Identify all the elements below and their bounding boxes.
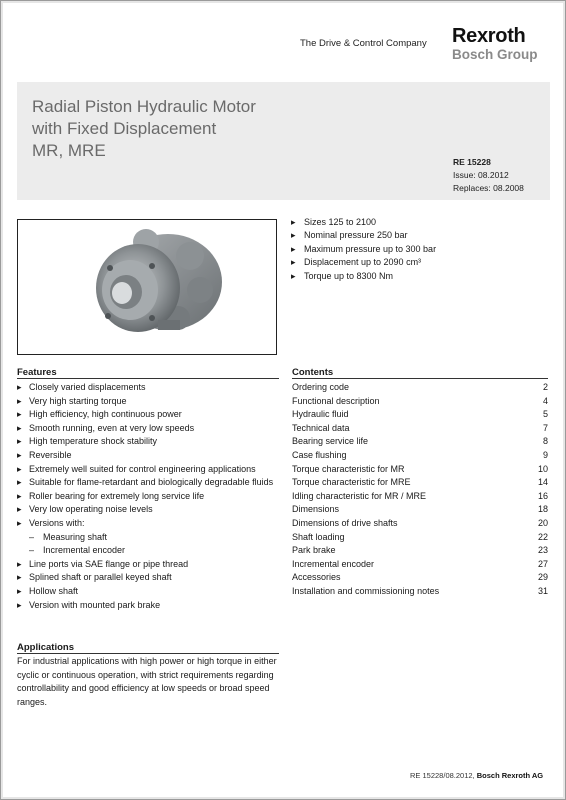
- toc-label: Dimensions: [292, 504, 340, 515]
- toc-page: 22: [537, 531, 548, 542]
- document-title: [32, 96, 256, 162]
- toc-row[interactable]: [292, 476, 548, 490]
- features-list: [17, 381, 279, 612]
- title-line: with Fixed Displacement: [32, 119, 217, 138]
- toc-row[interactable]: [292, 381, 548, 395]
- applications-rule: [17, 653, 279, 654]
- toc-row[interactable]: [292, 531, 548, 545]
- toc-label: Idling characteristic for MR / MRE: [292, 490, 427, 501]
- feature-item: ▸ Version with mounted park brake: [17, 599, 279, 613]
- company-tagline: The Drive & Control Company: [300, 38, 427, 49]
- toc-page: 18: [537, 504, 548, 515]
- toc-row[interactable]: [292, 408, 548, 422]
- toc-page: 4: [542, 395, 548, 406]
- toc-page: 16: [537, 490, 548, 501]
- feature-item: ▸ Roller bearing for extremely long service life: [17, 490, 279, 504]
- toc-row[interactable]: [292, 435, 548, 449]
- title-line: MR, MRE: [32, 141, 106, 160]
- toc-page: 5: [542, 409, 548, 420]
- toc-label: Functional description: [292, 395, 380, 406]
- spec-item: ▸ Nominal pressure 250 bar: [291, 229, 436, 242]
- toc-page: 2: [542, 382, 548, 392]
- logo-group: Bosch Group: [452, 47, 538, 62]
- toc-label: Torque characteristic for MR: [292, 463, 405, 474]
- spec-item: ▸ Torque up to 8300 Nm: [291, 270, 436, 283]
- toc-row[interactable]: [292, 463, 548, 477]
- toc-row[interactable]: [292, 585, 548, 599]
- footer-company: Bosch Rexroth AG: [476, 771, 544, 780]
- toc-page: 27: [537, 558, 548, 569]
- table-of-contents: [292, 381, 548, 599]
- feature-subitem: – Incremental encoder: [29, 545, 126, 556]
- feature-subitem-text: Measuring shaft: [43, 531, 108, 542]
- feature-item: ▸ Line ports via SAE flange or pipe thread: [17, 558, 279, 572]
- rexroth-logo: [452, 26, 538, 62]
- feature-item: ▸ Splined shaft or parallel keyed shaft: [17, 571, 279, 585]
- page-footer: [410, 771, 543, 780]
- toc-label: Technical data: [292, 422, 350, 433]
- contents-heading: Contents: [292, 367, 334, 378]
- toc-page: 8: [542, 436, 548, 447]
- features-rule: [17, 378, 279, 379]
- toc-row[interactable]: [292, 558, 548, 572]
- toc-label: Hydraulic fluid: [292, 409, 349, 420]
- features-heading: Features: [17, 367, 57, 378]
- toc-label: Installation and commissioning notes: [292, 585, 440, 596]
- title-line: Radial Piston Hydraulic Motor: [32, 97, 256, 116]
- feature-item: ▸ Very high starting torque: [17, 395, 279, 409]
- feature-subitem-text: Incremental encoder: [43, 545, 126, 556]
- toc-page: 7: [542, 422, 548, 433]
- document-reference: [453, 156, 524, 195]
- feature-item: ▸ High temperature shock stability: [17, 435, 279, 449]
- feature-item: ▸ Suitable for flame-retardant and biologically degradable fluids: [17, 476, 279, 490]
- product-photo: [17, 219, 277, 355]
- feature-item: ▸ Hollow shaft: [17, 585, 279, 599]
- feature-item: ▸ Reversible: [17, 449, 279, 463]
- toc-label: Torque characteristic for MRE: [292, 477, 411, 488]
- logo-wordmark: Rexroth: [452, 25, 526, 47]
- toc-label: Ordering code: [292, 382, 350, 392]
- feature-subitem: – Measuring shaft: [29, 531, 108, 542]
- toc-label: Incremental encoder: [292, 558, 375, 569]
- toc-row[interactable]: [292, 449, 548, 463]
- applications-text: For industrial applications with high power or high torque in either cyclic or continuous operation, with strict requirements regarding controllability and good efficiency at low speeds or broad speed ranges.: [17, 656, 277, 707]
- replaces-date: Replaces: 08.2008: [453, 183, 524, 193]
- toc-page: 9: [542, 449, 548, 460]
- contents-rule: [292, 378, 548, 379]
- feature-item: ▸ Versions with:: [17, 517, 279, 531]
- spec-highlights: [291, 216, 436, 283]
- toc-row[interactable]: [292, 517, 548, 531]
- toc-row[interactable]: [292, 503, 548, 517]
- toc-row[interactable]: [292, 422, 548, 436]
- toc-page: 31: [537, 585, 548, 596]
- toc-row[interactable]: [292, 395, 548, 409]
- toc-page: 10: [537, 463, 548, 474]
- footer-ref: RE 15228/08.2012,: [410, 771, 477, 780]
- feature-item: ▸ High efficiency, high continuous power: [17, 408, 279, 422]
- spec-item: ▸ Displacement up to 2090 cm³: [291, 256, 436, 269]
- toc-label: Shaft loading: [292, 531, 345, 542]
- toc-page: 29: [537, 572, 548, 583]
- applications-heading: Applications: [17, 642, 75, 653]
- toc-page: 23: [537, 545, 548, 556]
- toc-page: 20: [537, 517, 548, 528]
- toc-row[interactable]: [292, 544, 548, 558]
- toc-label: Dimensions of drive shafts: [292, 517, 398, 528]
- feature-item: ▸ Very low operating noise levels: [17, 503, 279, 517]
- hydraulic-motor-illustration: [18, 220, 276, 354]
- spec-item: ▸ Sizes 125 to 2100: [291, 216, 436, 229]
- spec-item: ▸ Maximum pressure up to 300 bar: [291, 243, 436, 256]
- toc-label: Accessories: [292, 572, 341, 583]
- toc-label: Bearing service life: [292, 436, 369, 447]
- toc-page: 14: [537, 477, 548, 488]
- issue-date: Issue: 08.2012: [453, 170, 509, 180]
- doc-number: RE 15228: [453, 157, 491, 167]
- feature-item: ▸ Closely varied displacements: [17, 381, 279, 395]
- toc-row[interactable]: [292, 571, 548, 585]
- toc-label: Case flushing: [292, 449, 347, 460]
- toc-row[interactable]: [292, 490, 548, 504]
- feature-item: ▸ Smooth running, even at very low speeds: [17, 422, 279, 436]
- feature-item: ▸ Extremely well suited for control engineering applications: [17, 463, 279, 477]
- toc-label: Park brake: [292, 545, 336, 556]
